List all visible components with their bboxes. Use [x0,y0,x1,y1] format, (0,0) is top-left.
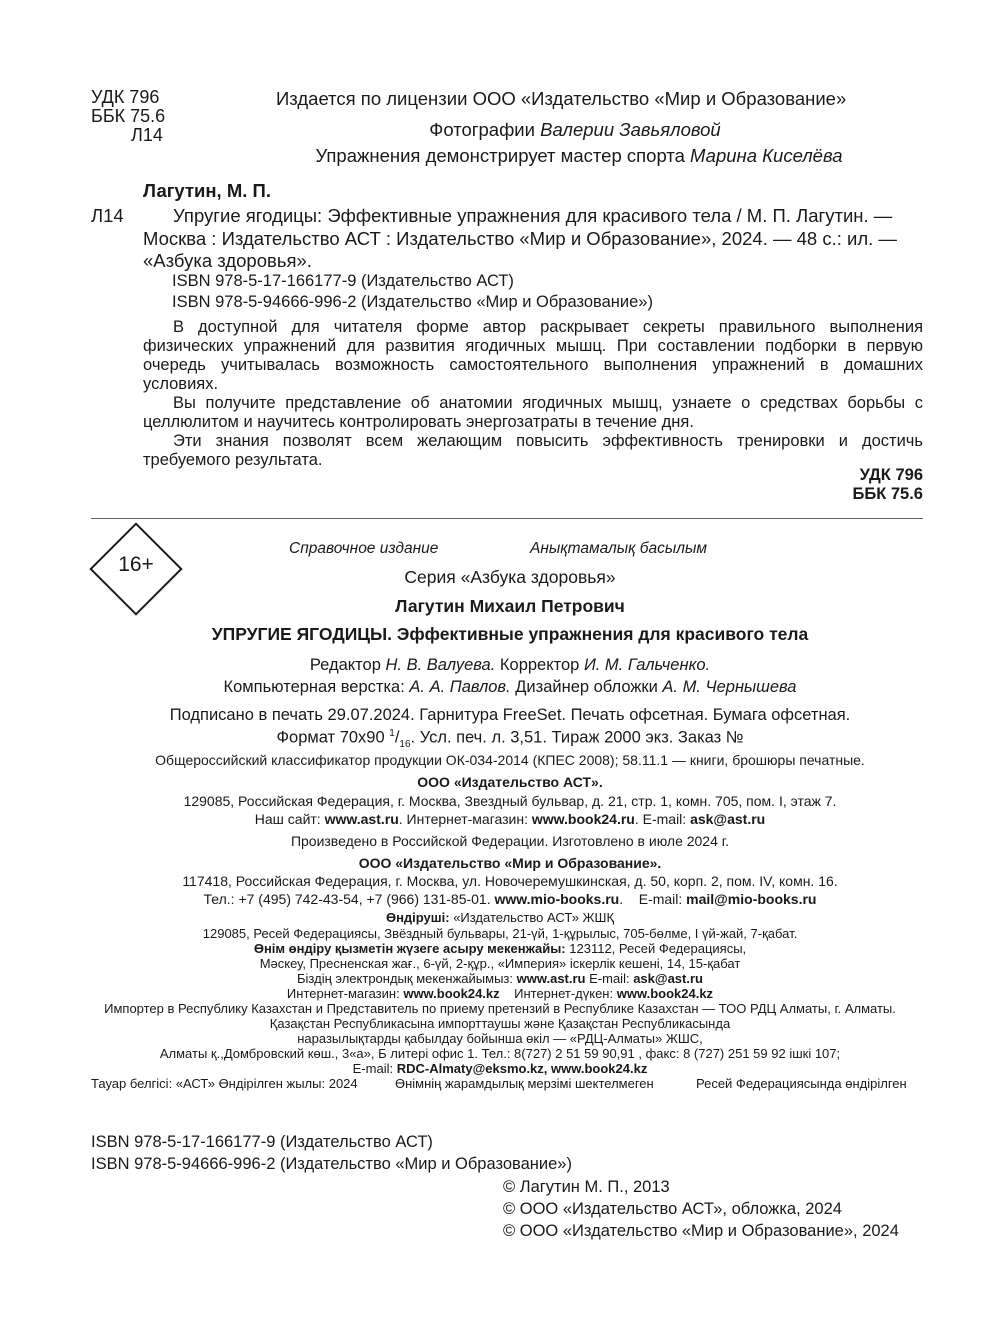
photo-credit-name: Валерии Завьяловой [540,119,721,140]
bbk-code-right: ББК 75.6 [852,485,923,503]
layout-name: А. А. Павлов. [409,678,511,696]
biblio-author-heading: Лагутин, М. П. [143,180,271,201]
editors-line [10,656,1000,675]
layout-line [10,678,1000,697]
biblio-description-text: Упругие ягодицы: Эффективные упражнения для красивого тела / М. П. Лагутин. — Москва : Издательство АСТ : Издательство «Мир и Образование», 2024. — 48 с.: ил. — «Азбука здоровья». [143,205,897,271]
editor-label: Редактор [309,656,381,674]
biblio-description [143,205,923,273]
corrector-label: Корректор [499,656,580,674]
kz-shelf-life: Өнімнің жарамдылық мерзімі шектелмеген [395,1076,654,1091]
kz-address-label: Өнім өндіру қызметін жүзеге асыру мекенжайы: [253,941,566,956]
author-full-name: Лагутин Михаил Петрович [395,596,625,616]
kz-line-4: Мәскеу, Пресненская жағ., 6-үй, 2-құр., «Империя» іскерлік кешені, 14, 15-қабат [259,956,741,971]
annotation-paragraph-2: Вы получите представление об анатомии ягодичных мышц, узнаете о средствах борьбы с целлюлитом и научитесь контролировать энергозатраты в течение дня. [143,394,923,431]
age-rating: 16+ [118,553,154,576]
kz-rdc-email-label: E-mail: [352,1061,394,1076]
kz-line-1 [0,910,1000,925]
copyright-block [503,1176,899,1242]
kz-trademark: Тауар белгісі: «АСТ» Өндірілген жылы: 2024 [91,1076,358,1091]
kz-site: www.ast.ru [516,971,586,986]
kz-shop-label-2: Интернет-дүкен: [514,986,614,1001]
kz-email-label: Біздің электрондық мекенжайымыз: [297,971,513,986]
kz-producer-label: Өндіруші: [385,910,450,925]
demo-credit-label: Упражнения демонстрирует мастер спорта [315,145,685,166]
ast-email-label: . E-mail: [634,811,687,827]
format-rest: . Усл. печ. л. 3,51. Тираж 2000 экз. Заказ № [410,728,744,747]
udk-code-right: УДК 796 [859,466,923,484]
corrector-name: И. М. Гальченко. [583,656,711,674]
print-info-2: Формат 70x90 $^1/_{16}$. Усл. печ. л. 3,51. Тираж 2000 экз. Заказ № [276,728,744,750]
mio-contacts: Тел.: +7 (495) 742-43-54, +7 (966) 131-85-01. www.mio-books.ru. E-mail: mail@mio-books.ru [203,891,817,907]
bottom-isbns [91,1131,572,1175]
format-label: Формат 70x90 [276,728,385,747]
annotation-paragraph-1: В доступной для читателя форме автор раскрывает секреты правильного выполнения физических упражнений для развития ягодичных мышц. При составлении подборки в первую очередь учитывалась возможность самостоятельного выполнения упражнений в домашних условиях. [143,318,923,393]
ast-site-link: www.ast.ru [324,811,399,827]
mio-address: 117418, Российская Федерация, г. Москва, ул. Новочеремушкинская, д. 50, корп. 2, пом. IV, комн. 16. [182,873,838,889]
ast-site-label: Наш сайт: [254,811,321,827]
mio-tel: Тел.: +7 (495) 742-43-54, +7 (966) 131-85-01. [203,891,491,907]
biblio-isbn-2: ISBN 978-5-94666-996-2 (Издательство «Мир и Образование») [172,293,653,311]
kz-email-label-2: E-mail: [589,971,630,986]
biblio-isbn-1: ISBN 978-5-17-166177-9 (Издательство АСТ) [172,272,514,290]
kz-shop-label: Интернет-магазин: [286,986,400,1001]
kz-line-6 [0,986,1000,1001]
reference-edition-kz: Анықтамалық басылым [530,540,708,557]
kz-email: ask@ast.ru [633,971,703,986]
kz-line-5 [0,971,1000,986]
format-fraction-num: 1 [389,728,395,739]
udk-code: УДК 796 [91,87,160,107]
kz-line-9: наразылықтарды қабылдау бойынша өкіл — «РДЦ-Алматы» ЖШС, [297,1031,703,1046]
mio-name: ООО «Издательство «Мир и Образование». [358,855,662,871]
kz-rdc-email: RDC-Almaty@eksmo.kz, www.book24.kz [396,1061,648,1076]
copyright-author: © Лагутин М. П., 2013 [503,1178,670,1196]
kz-shop-site-2: www.book24.kz [616,986,714,1001]
mio-email: mail@mio-books.ru [686,891,817,907]
bottom-isbn-1: ISBN 978-5-17-166177-9 (Издательство АСТ) [91,1133,433,1151]
mio-site: www.mio-books.ru [494,891,620,907]
kz-line-10: Алматы қ.,Домбровский көш., 3«а», Б литері офис 1. Тел.: 8(727) 2 51 59 90,91 , факс: 8 (727) 251 59 92 ішкі 107; [159,1046,841,1061]
format-fraction-den: 16 [399,738,411,750]
kz-line-8: Қазақстан Республикасына импорттаушы және Қазақстан Республикасында [269,1016,731,1031]
series-title: Серия «Азбука здоровья» [404,567,616,587]
kz-producer: «Издательство АСТ» ЖШҚ [453,910,615,925]
print-info-1: Подписано в печать 29.07.2024. Гарнитура FreeSet. Печать офсетная. Бумага офсетная. [169,706,851,724]
ast-shop-link: www.book24.ru [531,811,635,827]
ast-email: ask@ast.ru [690,811,766,827]
annotation-paragraph-3: Эти знания позволят всем желающим повысить эффективность тренировки и достичь требуемого результата. [143,432,923,469]
kz-line-2: 129085, Ресей Федерациясы, Звёздный бульвары, 21-үй, 1-құрылыс, 705-бөлме, I үй-жай, 7-қабат. [202,926,798,941]
ast-address: 129085, Российская Федерация, г. Москва, Звездный бульвар, д. 21, стр. 1, комн. 705, пом. I, этаж 7. [183,793,837,809]
cover-designer-name: А. М. Чернышева [662,678,797,696]
kz-line-3 [0,941,1000,956]
editor-name: Н. В. Валуева. [385,656,496,674]
biblio-mark: Л14 [91,205,124,226]
kz-line-7: Импортер в Республику Казахстан и Представитель по приему претензий в Республике Казахстан — ТОО РДЦ Алматы, г. Алматы. [104,1001,896,1016]
kz-address: 123112, Ресей Федерациясы, [569,941,747,956]
bbk-code: ББК 75.6 [91,106,166,126]
ast-shop-label: . Интернет-магазин: [398,811,528,827]
license-line: Издается по лицензии ООО «Издательство «Мир и Образование» [276,88,847,109]
author-mark: Л14 [131,125,163,145]
ast-contacts [10,811,1000,827]
cover-designer-label: Дизайнер обложки [515,678,658,696]
bottom-isbn-2: ISBN 978-5-94666-996-2 (Издательство «Мир и Образование») [91,1155,572,1173]
mio-email-label: E-mail: [638,891,683,907]
kz-line-11 [0,1061,1000,1076]
ast-name: ООО «Издательство АСТ». [417,774,603,790]
classification-codes-right [853,466,924,504]
photo-credit [0,119,1000,141]
section-divider [91,518,923,519]
demo-credit-name: Марина Киселёва [690,145,843,166]
demo-credit [0,145,1000,167]
layout-label: Компьютерная верстка: [223,678,405,696]
reference-edition-ru: Справочное издание [289,540,439,557]
produced-line: Произведено в Российской Федерации. Изготовлено в июле 2024 г. [290,833,730,849]
kz-made-in: Ресей Федерациясында өндірілген [696,1076,907,1091]
photo-credit-label: Фотографии [429,119,535,140]
copyright-ast: © ООО «Издательство АСТ», обложка, 2024 [503,1200,842,1218]
biblio-isbns [172,271,653,313]
annotation [143,318,923,470]
book-title: УПРУГИЕ ЯГОДИЦЫ. Эффективные упражнения для красивого тела [211,624,809,644]
copyright-mio: © ООО «Издательство «Мир и Образование», 2024 [503,1222,899,1240]
okp-classifier: Общероссийский классификатор продукции ОК-034-2014 (КПЕС 2008); 58.11.1 — книги, брошюры печатные. [155,752,865,768]
kz-shop-site: www.book24.kz [403,986,500,1001]
